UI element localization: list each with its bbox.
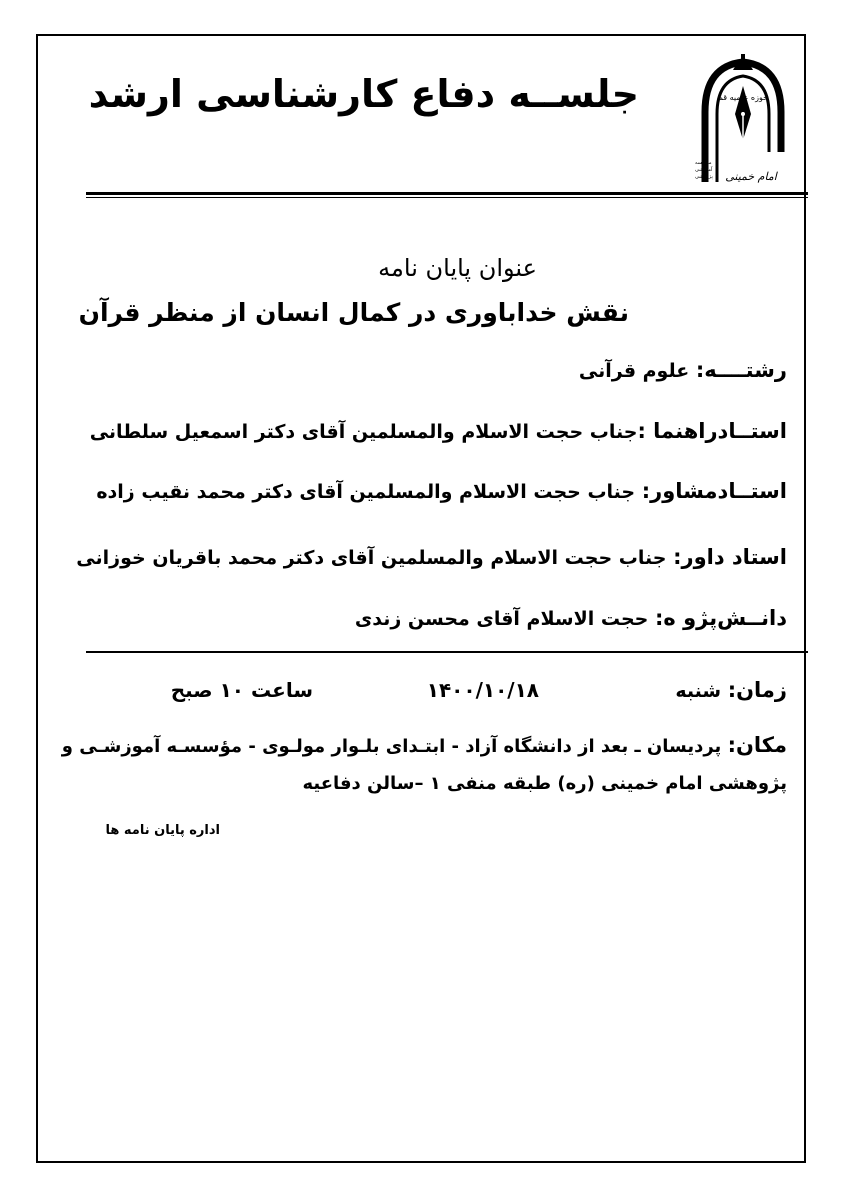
student-row (355, 606, 787, 630)
time-hour: ساعت ۱۰ صبح (170, 678, 313, 702)
seminary-emblem-icon (693, 52, 793, 187)
supervisor-row (90, 419, 787, 443)
footer-office: اداره پایان نامه ها (105, 823, 220, 838)
thesis-title: نقش خداباوری در کمال انسان از منظر قرآن (78, 298, 629, 327)
logo-signature-text: امام خمینی (725, 170, 777, 183)
logo-side-text-2: آموزشی (695, 167, 713, 173)
field-value: علوم قرآنی (578, 360, 690, 382)
time-label: زمان: (727, 678, 787, 702)
page-title: جلســه دفاع کارشناسی ارشد (88, 72, 639, 116)
place-line-1: پردیسان ـ بعد از دانشگاه آزاد - ابتـدای بلـوار مولـوی - مؤسسـه آموزشـی و (61, 736, 722, 757)
field-label: رشتــــه: (695, 358, 787, 382)
examiner-value: جناب حجت الاسلام والمسلمین آقای دکتر محمد باقریان خوزانی (76, 547, 667, 569)
advisor-label: استــادمشاور: (641, 479, 787, 503)
advisor-row (96, 479, 787, 503)
logo-side-text-1: مؤسسه (695, 160, 712, 166)
header-rule (86, 192, 808, 195)
field-row (579, 358, 787, 382)
supervisor-label: استــادراهنما : (637, 419, 787, 443)
examiner-row (76, 545, 787, 569)
time-row (675, 678, 787, 702)
section-divider (86, 651, 808, 653)
student-value: حجت الاسلام آقای محسن زندی (354, 608, 649, 630)
place-line-2: پژوهشی امام خمینی (ره) طبقه منفی ۱ –سالن دفاعیه (302, 773, 787, 794)
time-day: شنبه (675, 680, 722, 702)
page-frame (36, 34, 806, 1163)
header-rule-thin (86, 197, 808, 198)
place-row (62, 733, 787, 757)
logo-arc-text: حوزه علمیه قم (717, 93, 769, 102)
logo-side-text-3: پژوهشی (695, 174, 713, 180)
examiner-label: استاد داور: (673, 545, 787, 569)
time-date: ۱۴۰۰/۱۰/۱۸ (426, 678, 539, 702)
thesis-caption: عنوان پایان نامه (378, 254, 537, 282)
advisor-value: جناب حجت الاسلام والمسلمین آقای دکتر محمد نقیب زاده (96, 481, 636, 503)
supervisor-value: جناب حجت الاسلام والمسلمین آقای دکتر اسمعیل سلطانی (89, 421, 638, 443)
student-label: دانــش‌پژو ه: (654, 606, 787, 630)
place-label: مکان: (727, 733, 787, 757)
